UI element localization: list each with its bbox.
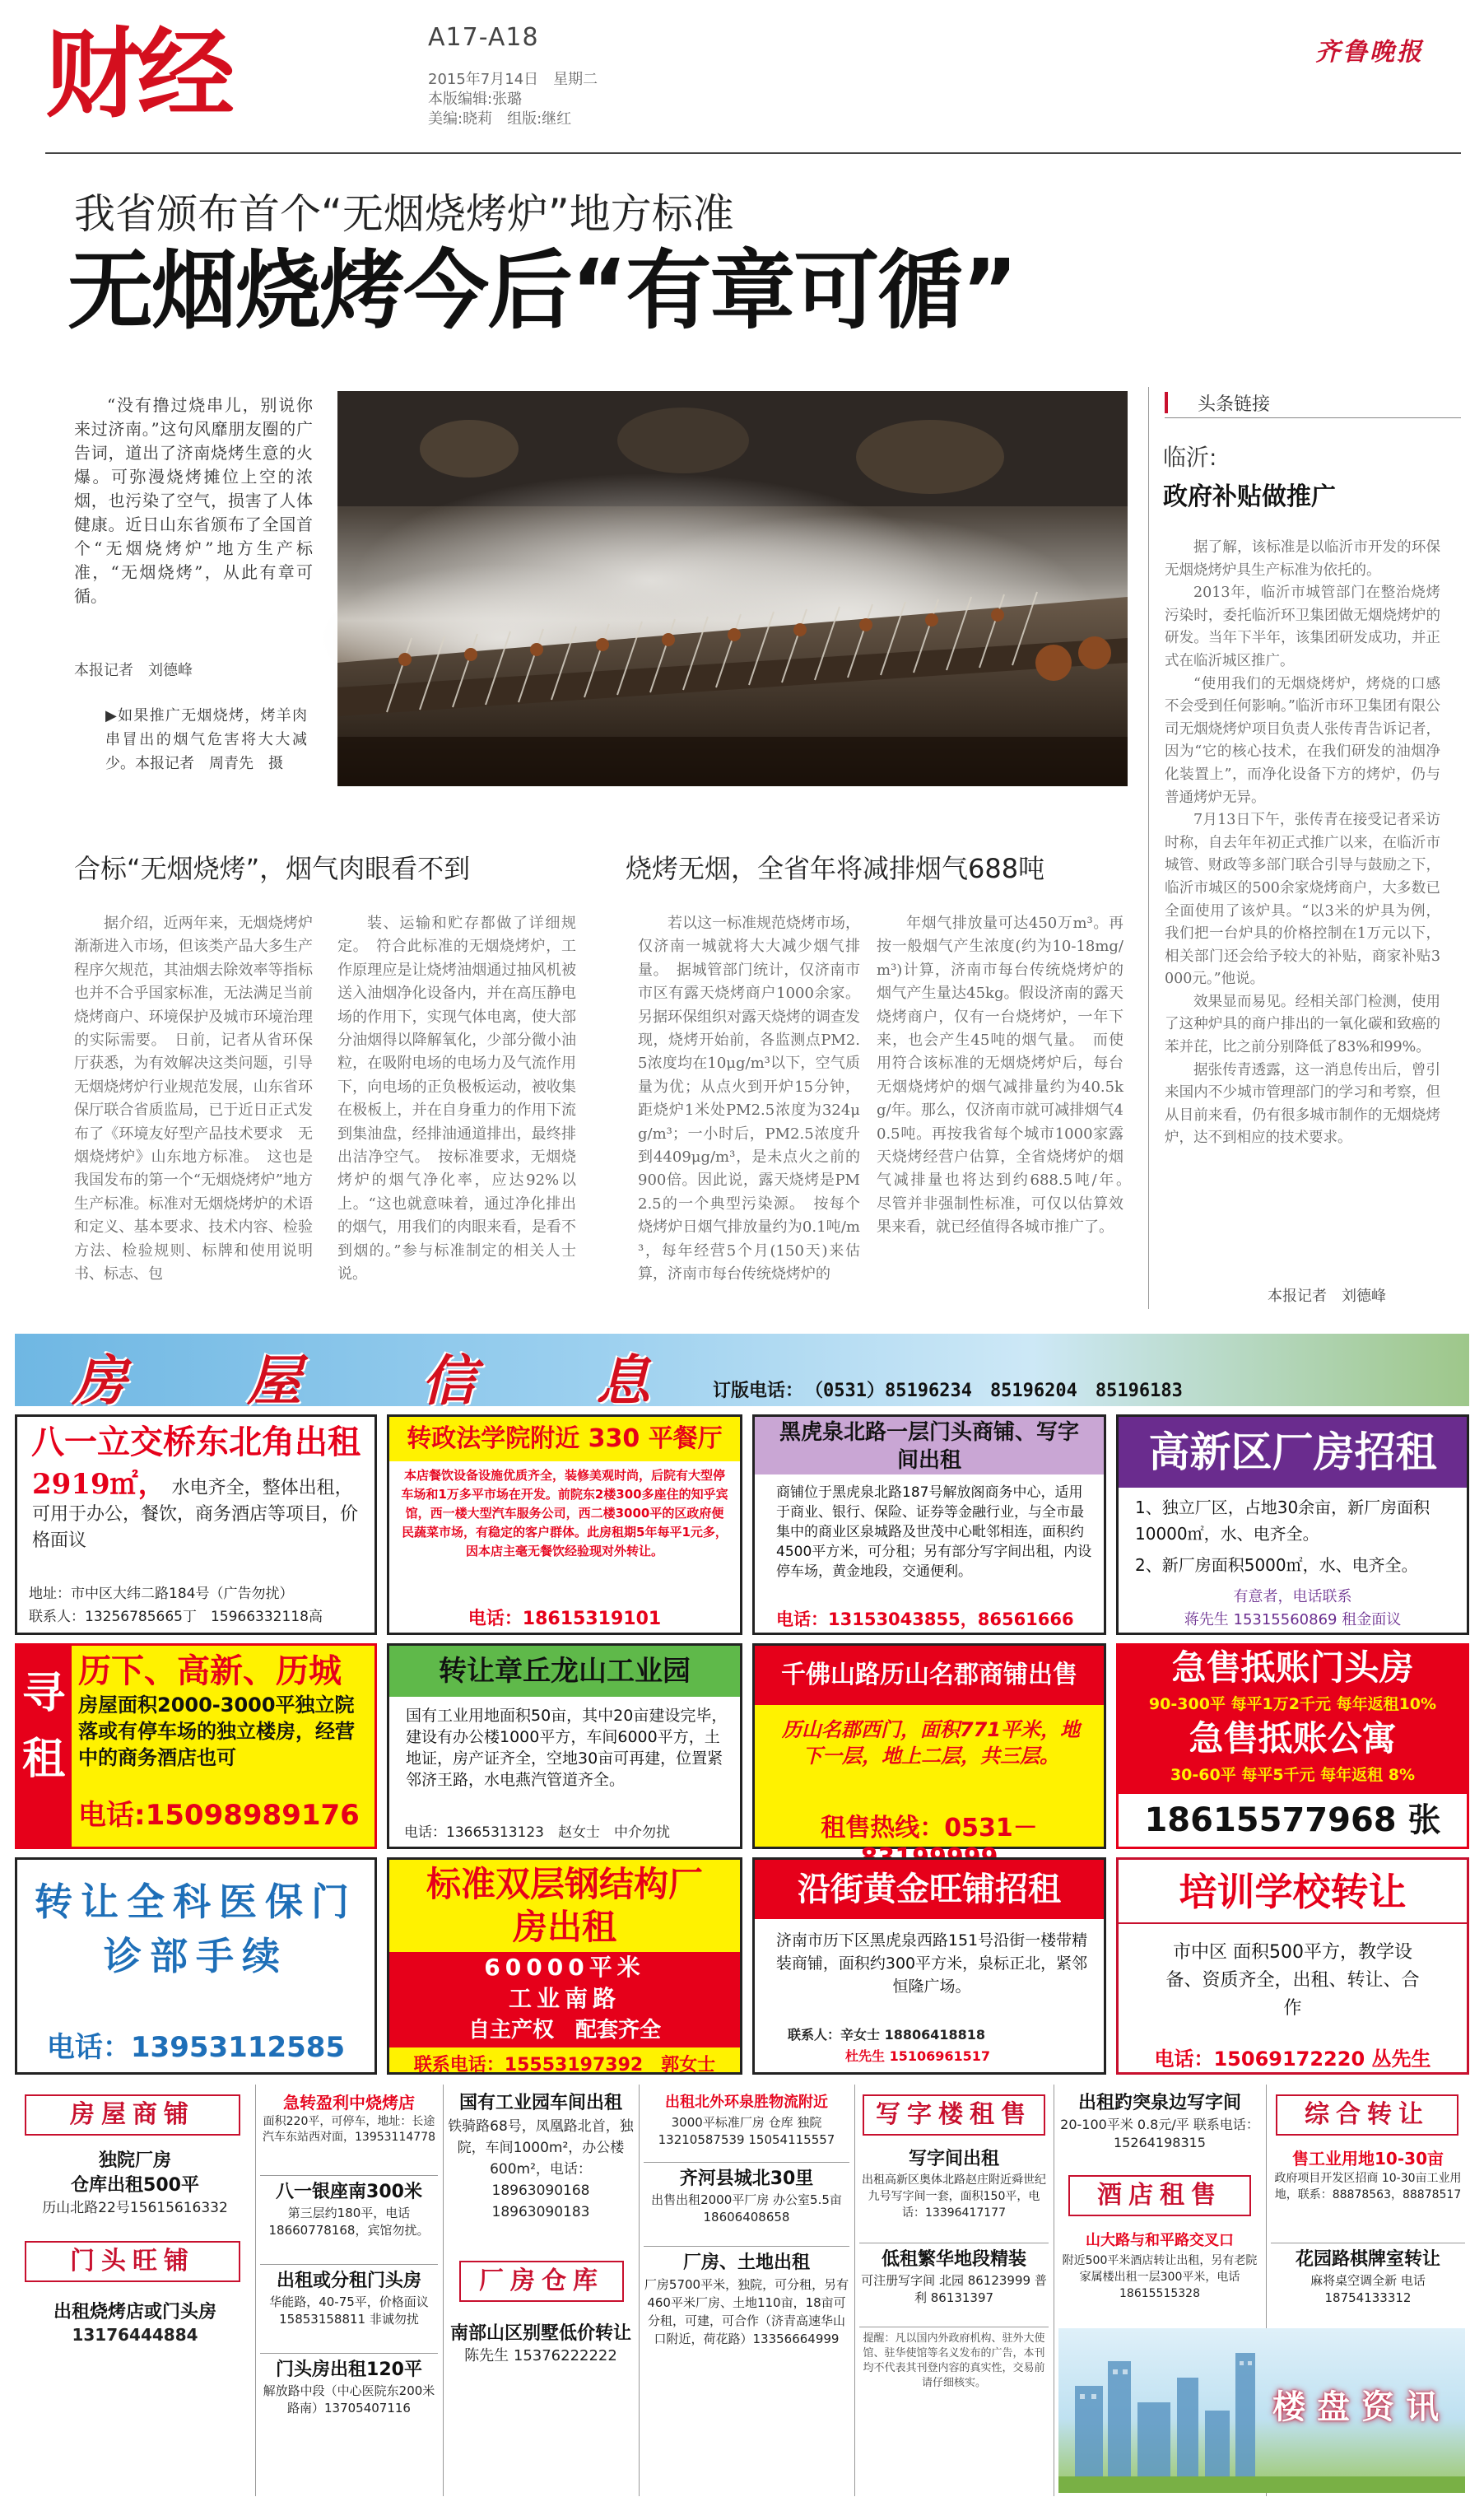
- small-ad: [1271, 2248, 1465, 2313]
- small-ad: [21, 2149, 249, 2224]
- subhead-left: 合标“无烟烧烤”，烟气肉眼看不到: [74, 853, 471, 884]
- sidebar-tag-label: 头条链接: [1198, 394, 1271, 415]
- ad-subtitle: 90-300平 每平1万2千元 每年返租10%: [1148, 1695, 1437, 1713]
- small-ad-title: 出租趵突泉边写字间: [1077, 2093, 1241, 2113]
- classified-section: [15, 1334, 1469, 2503]
- ad-subtitle: 30-60平 每平5千元 每年返租 8%: [1170, 1766, 1416, 1784]
- category-general-transfer: [1276, 2094, 1458, 2136]
- ad-title: 黑虎泉北路一层门头商铺、写字间出租: [755, 1417, 1104, 1474]
- category-office-rental: [863, 2094, 1045, 2136]
- category-label: 门头旺铺: [70, 2247, 195, 2276]
- issue-date: 2015年7月14日 星期二: [428, 71, 598, 88]
- lede-text: “没有撸过烧串儿，别说你来过济南。”这句风靡朋友圈的广告词，道出了济南烧烤生意的火爆。可弥漫烧烤摊位上空的浓烟，也污染了空气，损害了人体健康。近日山东省颁布了全国首个“无烟烧烤炉”地方生产标准，“无烟烧烤”，从此有章可循。: [74, 395, 313, 606]
- sidebar-paragraph: 据张传青透露，这一消息传出后，曾引来国内不少城市管理部门的学习和考察，但从目前来看，仍有很多城市制作的无烟烧烤炉，达不到相应的技术要求。: [1165, 1061, 1440, 1147]
- sidebar-paragraph: “使用我们的无烟烧烤炉，烤烧的口感不会受到任何影响。”临沂市环卫集团有限公司无烟烧烤炉项目负责人张传青告诉记者，因为“它的核心技术，在我们研发的油烟净化装置上”，而净化设备下方的烤炉，仍与普通烤炉无异。: [1165, 675, 1440, 806]
- banner-hotline: （0531）85196234 85196204 85196183: [805, 1381, 1183, 1401]
- headline-title: 无烟烧烤今后“有章可循”: [67, 240, 1016, 341]
- divider: [260, 2175, 438, 2176]
- subhead-right: 烧烤无烟，全省年将减排烟气688吨: [626, 853, 1045, 884]
- ad-red-box: [389, 1952, 740, 2047]
- sidebar-paragraph: 2013年，临沂市城管部门在整治烧烤污染时，委托临沂环卫集团做无烟烧烤炉的研发。当年下半年，该集团研发成功，并正式在临沂城区推广。: [1165, 585, 1440, 669]
- ad-title: 八一立交桥东北角出租: [31, 1423, 361, 1461]
- ad-description: 历山名郡西门，面积771平米，地下一层，地上二层，共三层。: [781, 1718, 1081, 1768]
- category-house-shops: [25, 2094, 240, 2136]
- ad-hightech-factory: [1116, 1414, 1469, 1635]
- ad-phone: 电话：13665313123 赵女士 中介勿扰: [404, 1824, 670, 1841]
- ad-road: 工业南路: [508, 1985, 621, 2012]
- classified-banner: [15, 1334, 1469, 1413]
- ad-big-label: 寻租: [21, 1669, 65, 1784]
- small-ad: [260, 2091, 438, 2170]
- small-ad-text: 附近500平米酒店转让出租，另有老院家属楼出租一层300平米，电话18615515328: [1062, 2254, 1258, 2300]
- ad-title: 千佛山路历山名郡商铺出售: [755, 1646, 1104, 1705]
- design-credit: 美编:晓莉 组版:继红: [428, 110, 572, 128]
- lede-byline: 本报记者 刘德峰: [74, 662, 193, 679]
- ad-phone: 租售热线：0531－: [821, 1814, 1038, 1842]
- small-ad: [1058, 2229, 1261, 2328]
- small-ad-title: 写字间出租: [908, 2149, 999, 2169]
- small-ad-text: 出售出租2000平厂房 办公室5.5亩 18606408658: [651, 2192, 842, 2224]
- small-ad-text: 第三层约180平，电话18660778168，宾馆勿扰。: [268, 2206, 430, 2238]
- ad-qianfoshan-shops: [752, 1643, 1106, 1849]
- small-ad: [448, 2322, 634, 2379]
- sidebar-title: 政府补贴做推广: [1163, 482, 1336, 511]
- ad-title: 高新区厂房招租: [1119, 1417, 1467, 1488]
- small-ad-text: 厂房5700平米，独院，可分租，另有460平米厂房、土地110亩，18亩可分租，可建，可合作（济青高速华山口附近，荷花路）13356664999: [644, 2277, 849, 2346]
- small-ad-text: 铁骑路68号，凤凰路北首，独院，车间1000m²，办公楼600m²，电话：18963090168 18963090183: [448, 2118, 634, 2220]
- small-ad-title: 八一银座南300米: [276, 2182, 422, 2202]
- ad-restaurant-transfer: [387, 1414, 742, 1635]
- body-column-2: 装、运输和贮存都做了详细规定。 符合此标准的无烟烧烤炉，工作原理应是让烧烤油烟通过抽风机被送入油烟净化设备内，并在高压静电场的作用下，实现气体电离，使大部分油烟得以降解氧化，少部分微小油粒，在吸附电场的电场力及气流作用下，向电场的正负极板运动，被收集在极板上，并在自身重力的作用下流到集油盘，经排油通道排出，最终排出洁净空气。 按标准要求，无烟烧烤炉的烟气净化率，应达92%以上。“这也就意味着，通过净化排出的烟气，用我们的肉眼来看，是看不到烟的。”参与标准制定的相关人士说。: [337, 915, 576, 1283]
- small-ad-text: 提醒：凡以国内外政府机构、驻外大使馆、驻华使馆等名义发布的广告，本刊均不代表其刊登内容的真实性，交易前请仔细核实。: [863, 2332, 1045, 2389]
- ad-phone: 电话:15098989176: [78, 1799, 360, 1832]
- ad-heihuquan-shops: [752, 1414, 1106, 1635]
- small-ad-text: 面积220平，可停车，地址：长途汽车东站西对面，13953114778: [263, 2115, 435, 2144]
- small-ad-title: 厂房、土地出租: [682, 2252, 810, 2273]
- ad-title: 急售抵账门头房: [1171, 1647, 1414, 1688]
- small-ad-text: 20-100平米 0.8元/平 联系电话：15264198315: [1060, 2117, 1259, 2150]
- small-ad: [260, 2180, 438, 2259]
- small-ad: [644, 2251, 849, 2424]
- small-ad: [448, 2091, 634, 2248]
- ad-bayi-rental: [15, 1414, 377, 1635]
- ad-phone: 电话：13153043855，86561666: [776, 1610, 1074, 1629]
- category-factory-warehouse: [459, 2261, 624, 2302]
- sidebar-byline: 本报记者 刘德峰: [1268, 1288, 1386, 1305]
- category-label: 综合转让: [1305, 2100, 1430, 2129]
- ad-phone: 电话：13953112585: [46, 2031, 346, 2064]
- ad-title: 历下、高新、历城: [78, 1652, 342, 1690]
- divider: [260, 2353, 438, 2354]
- sidebar-paragraph: 7月13日下午，张传青在接受记者采访时称，自去年年初正式推广以来，在临沂市城管、财政等多部门联合引导与鼓励之下，临沂市城区的500余家烧烤商户，大多数已全面使用了该炉具。“以3米的炉具为例，我们把一台炉具的价格控制在1万元以下，相关部门还会给予较大的补贴，商家补贴3000元。”他说。: [1165, 812, 1440, 988]
- newspaper-logo: 齐鲁晚报: [1315, 38, 1424, 67]
- ad-body: [32, 1468, 363, 1570]
- ad-title: 沿街黄金旺铺招租: [755, 1860, 1104, 1919]
- small-ad-text: 麻将桌空调全新 电话18754133312: [1310, 2273, 1426, 2305]
- ad-steel-factory: [387, 1857, 742, 2075]
- small-ad: [260, 2269, 438, 2348]
- small-ad-title: 出租北外环泉胜物流附近: [665, 2094, 828, 2111]
- category-hotel-rental: [1068, 2175, 1251, 2216]
- small-ad: [21, 2300, 249, 2358]
- divider: [443, 2085, 444, 2496]
- ad-golden-shop: [752, 1857, 1106, 2075]
- ad-description: 国有工业用地面积50亩，其中20亩建设完毕，建设有办公楼1000平方，车间6000平方，土地证，房产证齐全，空地30亩可再建，位置紧邻济王路，水电燕汽管道齐全。: [406, 1707, 728, 1789]
- divider: [639, 2085, 640, 2496]
- body-column-1: 据介绍，近两年来，无烟烧烤炉渐渐进入市场，但该类产品大多生产程序欠规范，其油烟去除效率等指标也并不合乎国家标准，无法满足当前烧烤商户、环境保护及城市环境治理的实际需要。 日前，记者从省环保厅获悉，为有效解决这类问题，引导无烟烧烤炉行业规范发展，山东省环保厅联合省质监局，已于近日正式发布了《环境友好型产品技术要求 无烟烧烤炉》山东地方标准。 这也是我国发布的第一个“无烟烧烤炉”地方生产标准。标准对无烟烧烤炉的术语和定义、基本要求、技术内容、检验方法、检验规则、标牌和使用说明书、标志、包: [74, 915, 313, 1283]
- small-ad: [1271, 2147, 1465, 2238]
- ad-title: 转政法学院附近 330 平餐厅: [389, 1417, 740, 1461]
- small-ad: [260, 2358, 438, 2437]
- ad-title: 转让全科医保门诊部手续: [35, 1880, 357, 1978]
- ad-area: 60000平米: [484, 1954, 645, 1981]
- sidebar-tag: [1165, 387, 1461, 418]
- small-ad-title: 出租烧烤店或门头房: [53, 2302, 216, 2322]
- ad-line: 2、新厂房面积5000㎡，水、电齐全。: [1135, 1555, 1418, 1575]
- small-ad-text: 解放路中段（中心医院东200米路南）13705407116: [263, 2383, 435, 2415]
- small-ad-title: 南部山区别墅低价转让: [449, 2323, 631, 2344]
- editor-credit: 本版编辑:张璐: [428, 91, 523, 108]
- small-ad-text: 历山北路22号15615616332: [42, 2200, 228, 2216]
- ad-line: 1、独立厂区，占地30余亩，新厂房面积10000㎡，水、电齐全。: [1135, 1498, 1431, 1544]
- category-label: 酒店租售: [1097, 2181, 1222, 2210]
- sidebar-paragraph: 据了解，该标准是以临沂市开发的环保无烟烧烤炉具生产标准为依托的。: [1165, 539, 1440, 579]
- ad-title: 转让章丘龙山工业园: [389, 1646, 740, 1697]
- ad-contact: 联系人：辛女士 18806418818: [788, 2027, 986, 2043]
- sidebar-body: [1165, 537, 1440, 1274]
- small-ad-text: 出租高新区奥体北路赵庄附近舜世纪九号写字间一套，面积150平，电话：13396417177: [862, 2173, 1046, 2220]
- small-ad-title: 出租或分租门头房: [276, 2271, 421, 2291]
- small-ad-text: 陈先生 15376222222: [464, 2347, 617, 2364]
- ad-features: 自主产权 配套齐全: [468, 2018, 661, 2043]
- ad-description: 商铺位于黑虎泉北路187号解放阁商务中心，适用于商业、银行、保险、证券等金融行业，与全市最集中的商业区泉城路及世茂中心毗邻相连，面积约4500平方米，可分租；另有部分写字间出租，内设停车场，黄金地段，交通便利。: [776, 1484, 1092, 1580]
- photo-caption: ▶如果推广无烟烧烤，烤羊肉串冒出的烟气危害将大大减少。本报记者 周青先 摄: [105, 707, 307, 772]
- ad-description: 房屋面积2000-3000平独立院落或有停车场的独立楼房，经营中的商务酒店也可: [78, 1693, 355, 1769]
- ad-phone: 联系电话：15553197392 郭女士: [413, 2055, 716, 2075]
- sidebar-tag-marker: [1165, 392, 1168, 413]
- sidebar-paragraph: 效果显而易见。经相关部门检测，使用了这种炉具的商户排出的一氧化碳和致癌的苯并芘，比之前分别降低了83%和99%。: [1165, 993, 1440, 1056]
- ad-clinic-transfer: [15, 1857, 377, 2075]
- small-ad-title: 售工业用地10-30亩: [1292, 2149, 1444, 2169]
- page-numbers: A17-A18: [428, 23, 539, 52]
- masthead-rule: [45, 152, 1461, 154]
- property-info-block: [1058, 2328, 1465, 2493]
- small-ad: [859, 2147, 1049, 2238]
- category-label: 楼盘资讯: [1272, 2388, 1450, 2426]
- small-ad-title: 急转盈利中烧烤店: [283, 2093, 415, 2113]
- ad-contact: 杜先生 15106961517: [845, 2048, 991, 2064]
- small-ad: [644, 2091, 849, 2157]
- ad-description: 市中区 面积500平方，教学设备、资质齐全，出租、转让、合作: [1165, 1942, 1420, 2019]
- ad-phone: 电话：18615319101: [468, 1609, 662, 1629]
- masthead: [0, 0, 1484, 156]
- ad-title: 标准双层钢结构厂房出租: [426, 1864, 703, 1947]
- ad-training-school: [1116, 1857, 1469, 2075]
- divider: [644, 2162, 849, 2163]
- small-ad-title: 门头房出租120平: [276, 2360, 422, 2380]
- small-ad: [859, 2332, 1049, 2422]
- ad-title: 培训学校转让: [1119, 1860, 1467, 1924]
- banner-hotline-label: 订版电话：: [713, 1381, 804, 1401]
- divider: [255, 2085, 256, 2496]
- ad-description: 本店餐饮设备设施优质齐全，装修美观时尚，后院有大型停车场和1万多平市场在开发。前院东2楼300多座住的知乎宾馆，西一楼大型汽车服务公司，西二楼3000平的区政府便民蔬菜市场，有稳定的客户群体。此房租期5年每平1元多，因本店主毫无餐饮经验现对外转让。: [401, 1468, 728, 1558]
- ad-inner: [72, 1646, 374, 1847]
- small-ad-title: 仓库出租500平: [71, 2175, 199, 2196]
- small-ad-text: 政府项目开发区招商 10-30亩工业用地，联系：88878563，88878517: [1274, 2172, 1462, 2201]
- divider: [644, 2246, 849, 2247]
- small-ad-text: 华能路，40-75平，价格面议 15853158811 非诚勿扰: [269, 2294, 429, 2327]
- small-ad-title: 低租繁华地段精装: [881, 2249, 1026, 2270]
- small-classifieds: [15, 2085, 1469, 2503]
- category-label: 写字楼租售: [876, 2100, 1032, 2129]
- small-ad-title: 国有工业园车间出租: [458, 2093, 622, 2113]
- ad-contact: 联系人：13256785665丁 15966332118高: [29, 1609, 323, 1625]
- category-label: 厂房仓库: [479, 2266, 604, 2295]
- small-ad-title: 花园路棋牌室转让: [1295, 2249, 1440, 2270]
- body-column-4: 年烟气排放量可达450万m³。再按一般烟气产生浓度(约为10-18mg/m³)计算，济南市每台传统烧烤炉的烟气产生量达45kg。假设济南的露天烧烤商户，仅有一台烧烤炉，一年下来，也会产生45吨的烟气量。 而使用符合该标准的无烟烧烤炉后，每台无烟烧烤炉的烟气减排量约为40.5kg/年。那么，仅济南市就可减排烟气40.5吨。再按我省每个城市1000家露天烧烤经营户估算，全省烧烤炉的烟气减排量也将达到约688.5吨/年。 尽管并非强制性标准，可仅以估算效果来看，就已经值得各城市推广了。: [877, 915, 1138, 1237]
- body-column-3: 若以这一标准规范烧烤市场，仅济南一城就将大大减少烟气排量。 据城管部门统计，仅济南市市区有露天烧烤商户1000余家。另据环保组织对露天烧烤的调查发现，烧烤开始前，各监测点PM2.5浓度均在10μg/m³以下，空气质量为优；从点火到开炉15分钟，距烧炉1米处PM2.5浓度为324μg/m³；一小时后，PM2.5浓度升到4409μg/m³，是未点火之前的900倍。因此说，露天烧烤是PM2.5的一个典型污染源。 按每个烧烤炉日烟气排放量约为0.1吨/m³，每年经营5个月(150天)来估算，济南市每台传统烧烤炉的: [638, 915, 860, 1283]
- divider: [260, 2264, 438, 2265]
- ad-phone: 电话：15069172220 丛先生: [1154, 2047, 1431, 2071]
- small-ad-text: 3000平标准厂房 仓库 独院 13210587539 15054115557: [658, 2115, 835, 2147]
- small-ad-text: 可注册写字间 北园 86123999 普利 86131397: [861, 2273, 1047, 2305]
- small-ad-text: 13176444884: [72, 2325, 198, 2345]
- headline-kicker: 我省颁布首个“无烟烧烤炉”地方标准: [74, 190, 734, 238]
- small-ad-title: 山大路与和平路交叉口: [1086, 2232, 1234, 2249]
- category-label: 房屋商铺: [70, 2100, 195, 2129]
- section-title: 财经: [45, 16, 230, 131]
- ad-longshan-industrial: [387, 1643, 742, 1849]
- property-info-title: [1263, 2374, 1460, 2445]
- small-ad-title: 齐河县城北30里: [679, 2169, 814, 2189]
- ad-phone: 18615577968 张: [1119, 1794, 1467, 1847]
- divider: [854, 2085, 855, 2496]
- small-ad: [859, 2248, 1049, 2322]
- ad-note: 有意者，电话联系: [1233, 1588, 1352, 1605]
- category-shopfronts: [25, 2241, 240, 2282]
- small-ad-title: 独院厂房: [98, 2150, 171, 2171]
- small-ad: [1058, 2091, 1261, 2160]
- ad-seeking-rent: [15, 1643, 377, 1849]
- sidebar-place: 临沂:: [1163, 444, 1217, 471]
- sidebar-divider: [1148, 387, 1149, 1309]
- small-ad: [644, 2167, 849, 2241]
- ad-title: 急售抵账公寓: [1189, 1718, 1397, 1759]
- ad-address: 地址：市中区大纬二路184号（广告勿扰）: [29, 1586, 294, 1602]
- bbq-photo: [337, 391, 1128, 786]
- ad-description: 水电齐全，整体出租，可用于办公，餐饮，商务酒店等项目，价格面议: [32, 1478, 359, 1551]
- ad-urgent-sale: [1116, 1643, 1469, 1849]
- banner-title: 房 屋 信 息: [72, 1349, 683, 1413]
- ad-description: 济南市历下区黑虎泉西路151号沿街一楼带精装商铺，面积约300平方米，泉标正北，紧邻恒隆广场。: [775, 1931, 1088, 1996]
- ad-area: 2919㎡，: [32, 1468, 166, 1501]
- ad-contact: 蒋先生 15315560869 租金面议: [1184, 1611, 1402, 1628]
